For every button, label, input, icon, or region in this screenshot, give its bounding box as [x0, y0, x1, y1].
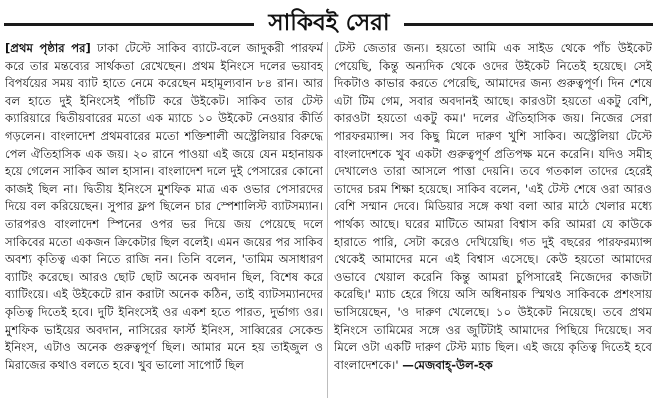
article-text-right: টেস্ট জেতার জন্য। হয়তো আমি এক সাইড থেকে পাঁচ উইকেট পেয়েছি, কিন্তু অন্যদিক থেকে ওদের উইকেট নিতেই হয়েছে। সেই দিকটাও কাভার করতে পেরেছি, আমাদের জন্য গুরুত্বপূর্ণ। দিন শেষে এটা টিম গেম, সবার অবদানই আছে। কারওটা হয়তো একটু বেশি, কারওটা হয়তো একটু কম।' দলের ঐতিহাসিক জয়। নিজের সেরা পারফরম্যান্স। সব কিছু মিলে দারুণ খুশি সাকিব। অস্ট্রেলিয়া টেস্টে বাংলাদেশকে খুব একটা গুরুত্বপূর্ণ প্রতিপক্ষ মনে করেনি। যদিও সমীহ দেখালেও তারা আসলে পাত্তা দেয়নি। তবে গতকাল তাদের হেরেই তাদের চরম শিক্ষা হয়েছে। সাকিব বলেন, 'এই টেস্ট শেষে ওরা আরও বেশি সম্মান দেবে। মিডিয়ার সঙ্গে কথা বলা আর মাঠে খেলার মধ্যে পার্থক্য আছে। ঘরের মাটিতে আমরা বিশ্বাস করি আমরা যে কাউকে হারাতে পারি, সেটা করেও দেখিয়েছি। গত দুই বছরের পারফরম্যান্স থেকেই আমাদের মনে এই বিশ্বাস এসেছে। কেউ হয়তো আমাদের ওভাবে খেয়াল করেনি কিন্তু আমরা চুপিসারেই নিজেদের কাজটা করেছি।' ম্যাচ হেরে গিয়ে অসি অধিনায়ক স্মিথও সাকিবকে প্রশংসায় ভাসিয়েছেন, 'ও দারুণ খেলেছে। ১০ উইকেট নিয়েছে। তবে প্রথম ইনিংসে তামিমের সঙ্গে ওর জুটিটাই আমাদের পিছিয়ে দিয়েছে। সব মিলে ওটা একটি দারুণ টেস্ট ম্যাচ ছিল। এই জয়ে কৃতিত্ব দিতেই হবে বাংলাদেশকে।' [334, 41, 652, 372]
column-divider [327, 42, 328, 398]
headline-rule-right [404, 23, 653, 26]
article-column-right [334, 40, 652, 402]
article-paragraph-left [5, 40, 323, 374]
headline-row [0, 6, 657, 40]
continuation-lead: [প্রথম পৃষ্ঠার পর] [5, 41, 91, 55]
article-column-left [5, 40, 323, 402]
article-paragraph-right [334, 40, 652, 374]
article-text-left: ঢাকা টেস্টে সাকিব ব্যাটে-বলে জাদুকরী পারফর্ম করে তার মন্তব্যের সার্থকতা রেখেছেন। প্রথম ইনিংসে দলের ভয়াবহ বিপর্যয়ের সময় ব্যাট হাতে নেমে করেছেন মহামূল্যবান ৮৪ রান। আর বল হাতে দুই ইনিংসেই পাঁচটি করে উইকেট। সাকিব তার টেস্ট ক্যারিয়ারে দ্বিতীয়বারের মতো এক ম্যাচে ১০ উইকেট নেওয়ার কীর্তি গড়লেন। বাংলাদেশ প্রথমবারের মতো শক্তিশালী অস্ট্রেলিয়ার বিরুদ্ধে পেল ঐতিহাসিক এক জয়। ২০ রানে পাওয়া এই জয়ে যেন মহানায়ক হয়ে গেলেন সাকিব আল হাসান। বাংলাদেশ দলে দুই পেসারের কোনো কাজই ছিল না। দ্বিতীয় ইনিংসে মুশফিক মাত্র এক ওভার পেসারদের দিয়ে বল করিয়েছেন। সুপার ফ্লপ ছিলেন চার স্পেশালিস্ট ব্যাটসম্যান। তারপরও বাংলাদেশ স্পিনের ওপর ভর দিয়ে জয় পেয়েছে দলে সাকিবের মতো একজন ক্রিকেটার ছিল বলেই। এমন জয়ের পর সাকিব অবশ্য কৃতিত্ব একা নিতে রাজি নন। তিনি বলেন, 'তামিম অসাধারণ ব্যাটিং করেছে। আরও ছোট ছোট অনেক অবদান ছিল, বিশেষ করে ব্যাটিংয়ে। এই উইকেটে রান করাটা অনেক কঠিন, তাই ব্যাটসম্যানদের কৃতিত্ব দিতেই হবে। দুটি ইনিংসেই ওর একশ হতে পারত, দুর্ভাগ্য ওর। মুশফিক ভাইয়ের অবদান, নাসিরের ফার্স্ট ইনিংস, সাব্বিরের সেকেন্ড ইনিংস, এটাও অনেক গুরুত্বপূর্ণ ছিল। আমার মনে হয় তাইজুল ও মিরাজের কথাও বলতে হবে। খুব ভালো সাপোর্ট ছিল [5, 41, 323, 372]
headline: সাকিবই সেরা [268, 10, 390, 36]
headline-rule-left [4, 23, 254, 26]
byline: —মেজবাহ্-উল-হক [402, 357, 493, 372]
